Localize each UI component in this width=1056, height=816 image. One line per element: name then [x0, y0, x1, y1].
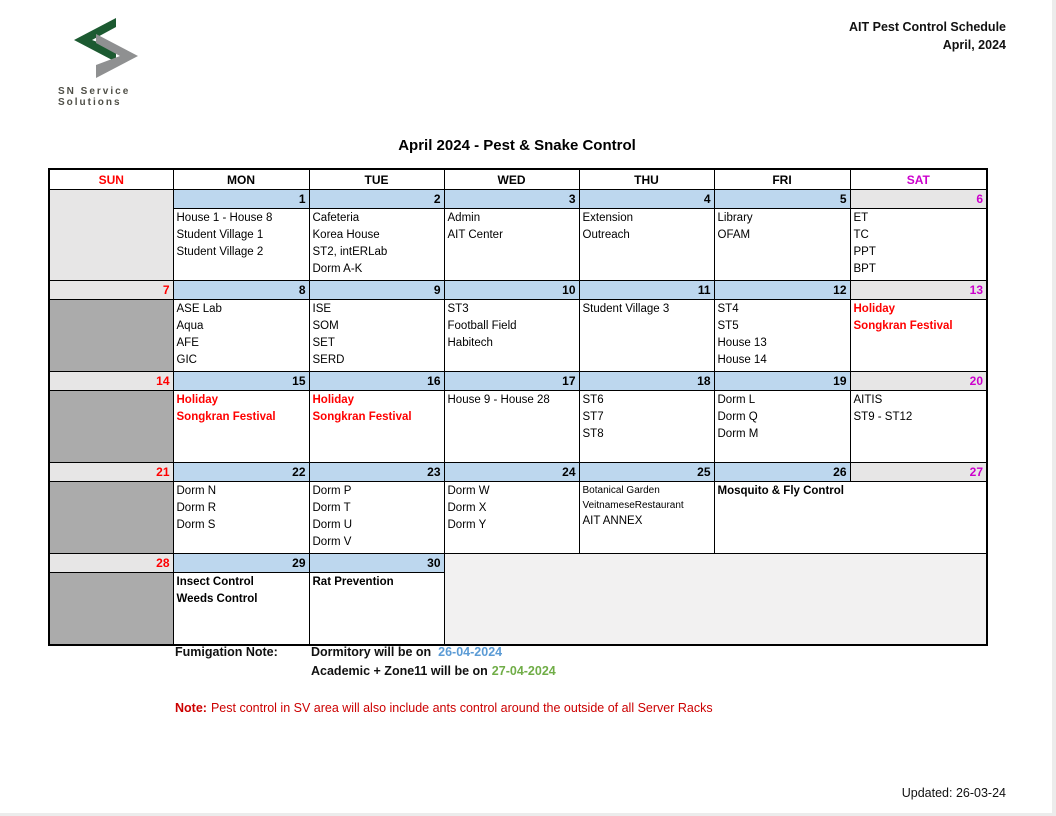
sv-area-note [175, 701, 713, 715]
schedule-line: Student Village 1 [176, 229, 264, 241]
fumigation-label: Fumigation Note: [175, 645, 278, 659]
day-cell [444, 300, 579, 372]
schedule-line: Rat Prevention [312, 576, 394, 588]
schedule-line: Student Village 3 [582, 303, 670, 315]
date-16: 16 [309, 372, 444, 391]
schedule-line: Cafeteria [312, 212, 360, 224]
day-cell [49, 391, 173, 463]
day-cell [309, 573, 444, 646]
schedule-line: Weeds Control [176, 593, 258, 605]
day-cell [309, 300, 444, 372]
date-27: 27 [850, 463, 987, 482]
schedule-line: Dorm P [312, 485, 352, 497]
date-10: 10 [444, 281, 579, 300]
schedule-line: Dorm Y [447, 519, 487, 531]
empty-cell [49, 190, 173, 281]
day-cell [444, 209, 579, 281]
schedule-line: Outreach [582, 229, 630, 241]
date-row [49, 463, 987, 482]
logo-gray-arrow [96, 34, 138, 78]
logo-text [58, 86, 178, 108]
day-header-mon: MON [173, 169, 309, 190]
date-23: 23 [309, 463, 444, 482]
schedule-line: House 1 - House 8 [176, 212, 273, 224]
date-11: 11 [579, 281, 714, 300]
schedule-line: Dorm S [176, 519, 216, 531]
schedule-line: House 9 - House 28 [447, 394, 550, 406]
day-cell [579, 391, 714, 463]
schedule-line: ST9 - ST12 [853, 411, 913, 423]
date-28: 28 [49, 554, 173, 573]
day-header-sat: SAT [850, 169, 987, 190]
date-row [49, 190, 987, 209]
date-row [49, 554, 987, 573]
date-7: 7 [49, 281, 173, 300]
schedule-line: OFAM [717, 229, 751, 241]
day-cell [444, 482, 579, 554]
day-cell [714, 482, 987, 554]
day-cell [49, 573, 173, 646]
fumigation-line2-date: 27-04-2024 [491, 664, 556, 678]
schedule-line: AIT ANNEX [582, 515, 643, 527]
content-row [49, 209, 987, 281]
schedule-line: Botanical Garden [582, 485, 660, 496]
day-header-wed: WED [444, 169, 579, 190]
content-row [49, 391, 987, 463]
schedule-line: Holiday [312, 394, 355, 406]
schedule-line: ST8 [582, 428, 604, 440]
schedule-line: AITIS [853, 394, 883, 406]
day-cell [309, 209, 444, 281]
content-row [49, 482, 987, 554]
schedule-line: Aqua [176, 320, 204, 332]
fumigation-line-dormitory [311, 643, 556, 662]
day-cell [173, 573, 309, 646]
document-header [849, 18, 1006, 54]
date-20: 20 [850, 372, 987, 391]
schedule-line: GIC [176, 354, 197, 366]
day-header-tue: TUE [309, 169, 444, 190]
schedule-line: House 13 [717, 337, 767, 349]
date-2: 2 [309, 190, 444, 209]
date-1: 1 [173, 190, 309, 209]
schedule-line: Extension [582, 212, 634, 224]
day-cell [714, 300, 850, 372]
day-header-fri: FRI [714, 169, 850, 190]
day-cell [309, 391, 444, 463]
schedule-line: AFE [176, 337, 199, 349]
fumigation-line1-text: Dormitory will be on [311, 645, 432, 659]
schedule-line: Songkran Festival [176, 411, 276, 423]
day-cell [173, 300, 309, 372]
sv-note-label: Note: [175, 701, 207, 715]
date-29: 29 [173, 554, 309, 573]
day-cell [49, 482, 173, 554]
day-header-row [49, 169, 987, 190]
schedule-line: Insect Control [176, 576, 254, 588]
day-cell [173, 391, 309, 463]
date-18: 18 [579, 372, 714, 391]
day-cell [850, 209, 987, 281]
empty-cell [444, 554, 987, 646]
date-14: 14 [49, 372, 173, 391]
fumigation-line1-date: 26-04-2024 [438, 645, 503, 659]
schedule-line: ISE [312, 303, 332, 315]
schedule-line: SERD [312, 354, 345, 366]
doc-subtitle: April, 2024 [942, 38, 1006, 52]
date-3: 3 [444, 190, 579, 209]
schedule-line: Holiday [176, 394, 219, 406]
schedule-line: Student Village 2 [176, 246, 264, 258]
content-row [49, 300, 987, 372]
day-cell [309, 482, 444, 554]
fumigation-note [175, 643, 556, 681]
schedule-line: ST4 [717, 303, 739, 315]
logo-text-line2: Solutions [58, 97, 122, 108]
schedule-line: ST3 [447, 303, 469, 315]
schedule-line: Dorm V [312, 536, 352, 548]
day-cell [173, 209, 309, 281]
day-cell [579, 300, 714, 372]
schedule-line: Songkran Festival [312, 411, 412, 423]
calendar-table [48, 168, 988, 646]
schedule-line: Mosquito & Fly Control [717, 485, 844, 497]
schedule-line: Dorm X [447, 502, 487, 514]
schedule-line: Holiday [853, 303, 896, 315]
company-logo [58, 16, 178, 108]
date-15: 15 [173, 372, 309, 391]
schedule-line: ASE Lab [176, 303, 222, 315]
sn-logo-icon [58, 16, 154, 80]
schedule-line: Dorm N [176, 485, 217, 497]
schedule-line: TC [853, 229, 869, 241]
date-25: 25 [579, 463, 714, 482]
date-5: 5 [714, 190, 850, 209]
day-cell [173, 482, 309, 554]
day-header-thu: THU [579, 169, 714, 190]
schedule-line: AIT Center [447, 229, 503, 241]
schedule-line: SET [312, 337, 335, 349]
schedule-line: ST6 [582, 394, 604, 406]
day-cell [850, 300, 987, 372]
schedule-line: BPT [853, 263, 876, 275]
schedule-line: Dorm T [312, 502, 351, 514]
schedule-line: Songkran Festival [853, 320, 953, 332]
date-row [49, 372, 987, 391]
date-row [49, 281, 987, 300]
schedule-line: Library [717, 212, 753, 224]
date-17: 17 [444, 372, 579, 391]
day-cell [850, 391, 987, 463]
schedule-line: VeitnameseRestaurant [582, 500, 684, 511]
schedule-line: ET [853, 212, 869, 224]
calendar-title: April 2024 - Pest & Snake Control [398, 137, 636, 154]
fumigation-line-academic [311, 662, 556, 681]
day-cell [579, 482, 714, 554]
day-cell [444, 391, 579, 463]
schedule-line: House 14 [717, 354, 767, 366]
schedule-line: Dorm U [312, 519, 353, 531]
day-cell [714, 391, 850, 463]
date-30: 30 [309, 554, 444, 573]
fumigation-line2-text: Academic + Zone11 will be on [311, 664, 488, 678]
schedule-line: Dorm M [717, 428, 759, 440]
schedule-line: ST2, intERLab [312, 246, 388, 258]
schedule-line: ST7 [582, 411, 604, 423]
schedule-line: Football Field [447, 320, 517, 332]
date-24: 24 [444, 463, 579, 482]
day-header-sun: SUN [49, 169, 173, 190]
fumigation-lines [311, 643, 556, 681]
schedule-line: Dorm W [447, 485, 490, 497]
schedule-line: Habitech [447, 337, 493, 349]
schedule-line: PPT [853, 246, 876, 258]
date-8: 8 [173, 281, 309, 300]
sv-note-text: Pest control in SV area will also include ants control around the outside of all Server Racks [210, 701, 713, 715]
schedule-line: ST5 [717, 320, 739, 332]
date-6: 6 [850, 190, 987, 209]
schedule-line: Dorm L [717, 394, 756, 406]
logo-text-line1: SN Service [58, 86, 131, 97]
schedule-line: Dorm R [176, 502, 217, 514]
schedule-line: SOM [312, 320, 339, 332]
date-22: 22 [173, 463, 309, 482]
logo-green-arrow [74, 18, 116, 62]
schedule-line: Dorm A-K [312, 263, 363, 275]
schedule-line: Korea House [312, 229, 380, 241]
schedule-line: Admin [447, 212, 481, 224]
date-12: 12 [714, 281, 850, 300]
day-cell [579, 209, 714, 281]
day-cell [714, 209, 850, 281]
date-26: 26 [714, 463, 850, 482]
page-edge-right [1052, 0, 1056, 816]
schedule-line: Dorm Q [717, 411, 758, 423]
date-13: 13 [850, 281, 987, 300]
date-19: 19 [714, 372, 850, 391]
day-cell [49, 300, 173, 372]
date-9: 9 [309, 281, 444, 300]
doc-title: AIT Pest Control Schedule [849, 20, 1006, 34]
date-4: 4 [579, 190, 714, 209]
date-21: 21 [49, 463, 173, 482]
updated-date: Updated: 26-03-24 [901, 786, 1006, 800]
